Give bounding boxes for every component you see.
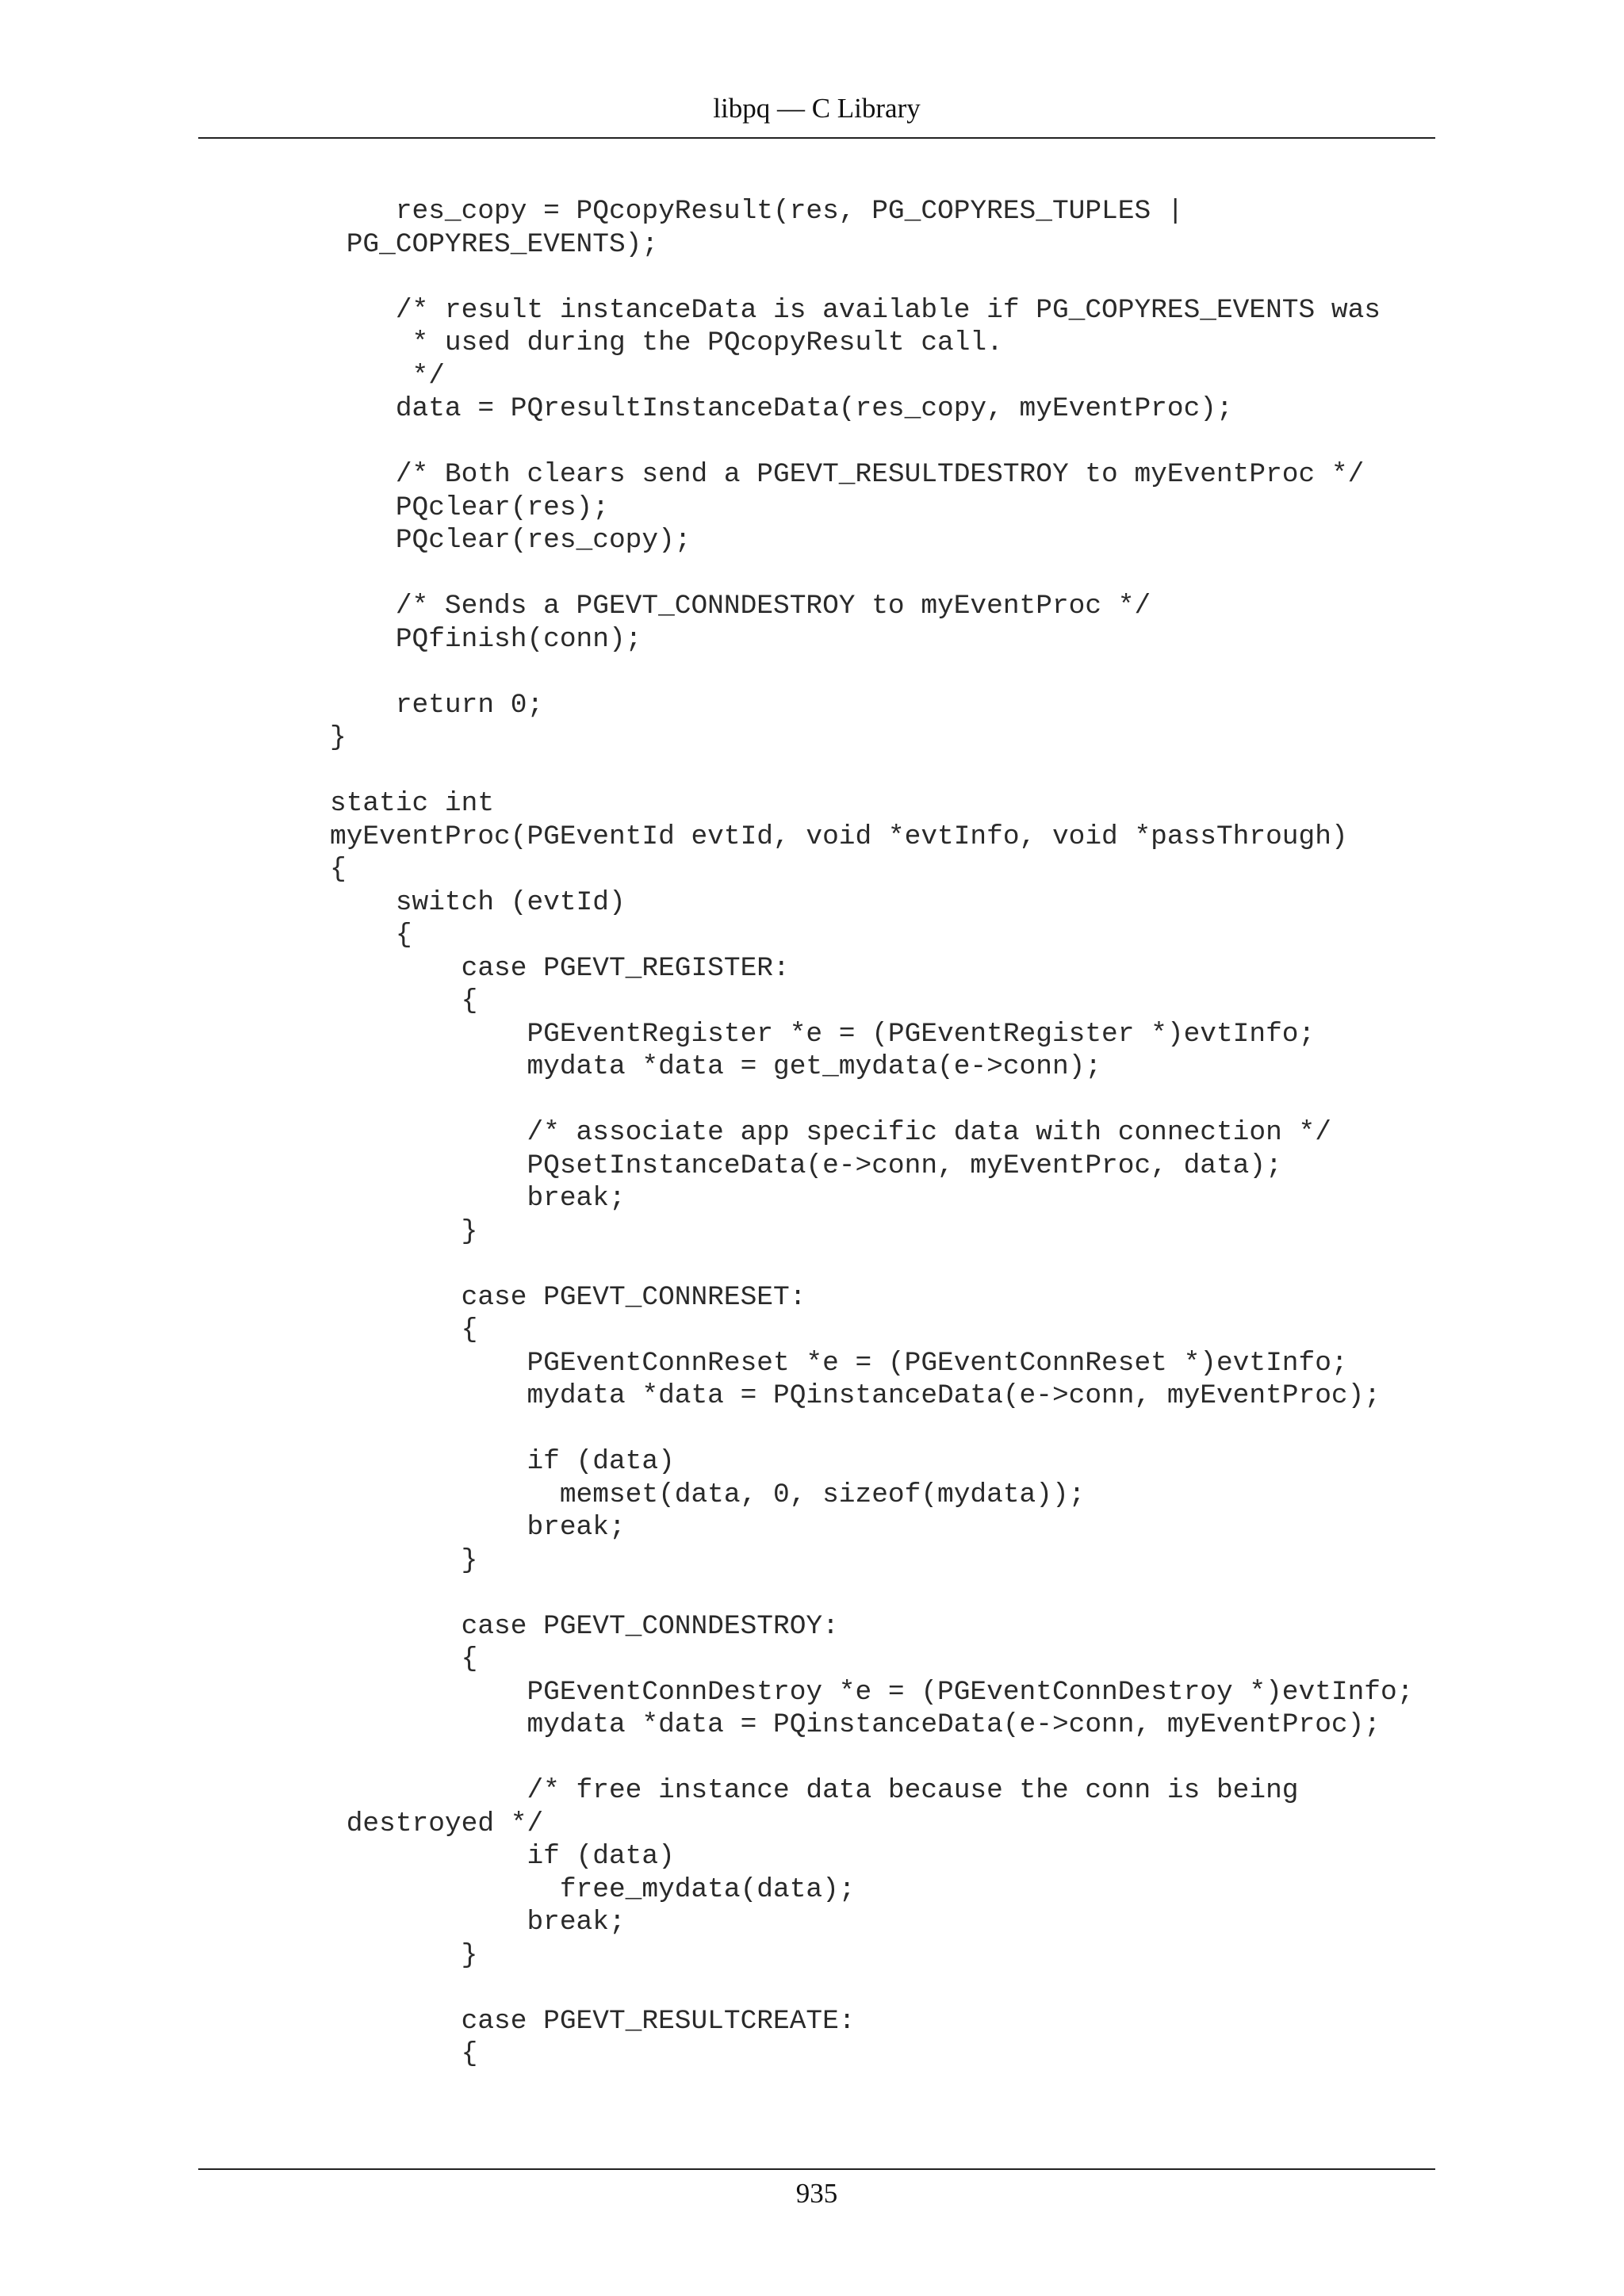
code-line: PQclear(res_copy); [330, 525, 691, 556]
code-line: /* associate app specific data with connection */ [330, 1117, 1331, 1148]
code-line: destroyed */ [330, 1808, 544, 1839]
code-line [330, 755, 1413, 788]
code-line: PG_COPYRES_EVENTS); [330, 228, 659, 260]
code-line: /* Sends a PGEVT_CONNDESTROY to myEventProc */ [330, 591, 1151, 622]
code-line: PQfinish(conn); [330, 623, 642, 655]
code-line: mydata *data = get_mydata(e->conn); [330, 1051, 1102, 1082]
code-line [330, 1248, 1413, 1281]
code-line: case PGEVT_CONNRESET: [330, 1281, 806, 1313]
code-line: { [330, 1644, 478, 1674]
code-line: PGEventConnDestroy *e = (PGEventConnDestroy *)evtInfo; [330, 1676, 1414, 1708]
code-line: memset(data, 0, sizeof(mydata)); [330, 1479, 1086, 1510]
code-line: data = PQresultInstanceData(res_copy, myEventProc); [330, 393, 1233, 424]
code-line [330, 1084, 1413, 1117]
code-line: mydata *data = PQinstanceData(e->conn, myEventProc); [330, 1380, 1381, 1411]
code-line: PGEventRegister *e = (PGEventRegister *)evtInfo; [330, 1018, 1316, 1050]
code-line: /* result instanceData is available if PG_COPYRES_EVENTS was [330, 294, 1381, 326]
code-line: mydata *data = PQinstanceData(e->conn, myEventProc); [330, 1709, 1381, 1740]
code-line [330, 656, 1413, 689]
page-header-title: libpq — C Library [713, 93, 921, 124]
code-line: { [330, 985, 478, 1016]
code-line: break; [330, 1183, 626, 1214]
code-line: if (data) [330, 1446, 675, 1477]
code-line: } [330, 722, 347, 753]
code-line: * used during the PQcopyResult call. [330, 327, 1003, 358]
code-line: /* Both clears send a PGEVT_RESULTDESTROY to myEventProc */ [330, 459, 1365, 490]
code-line [330, 261, 1413, 294]
code-line [330, 426, 1413, 459]
page-number: 935 [795, 2178, 838, 2209]
code-line [330, 1577, 1413, 1610]
code-line: free_mydata(data); [330, 1873, 856, 1905]
header-divider [198, 137, 1435, 139]
code-line: switch (evtId) [330, 886, 626, 918]
code-listing [330, 195, 1413, 2071]
code-line: { [330, 854, 347, 885]
code-line [330, 1413, 1413, 1446]
code-line: PGEventConnReset *e = (PGEventConnReset *)evtInfo; [330, 1347, 1348, 1379]
code-line: { [330, 1314, 478, 1345]
code-line: return 0; [330, 689, 544, 721]
code-line: } [330, 1544, 478, 1576]
code-line: PQsetInstanceData(e->conn, myEventProc, data); [330, 1150, 1282, 1181]
code-line [330, 557, 1413, 591]
code-line: { [330, 920, 412, 951]
code-line: myEventProc(PGEventId evtId, void *evtInfo, void *passThrough) [330, 821, 1348, 852]
code-line: res_copy = PQcopyResult(res, PG_COPYRES_TUPLES | [330, 196, 1184, 227]
code-line: case PGEVT_REGISTER: [330, 952, 790, 984]
code-line: */ [330, 360, 445, 392]
code-line: /* free instance data because the conn is being [330, 1775, 1299, 1806]
code-line: case PGEVT_RESULTCREATE: [330, 2005, 856, 2037]
footer-divider [198, 2168, 1435, 2170]
code-line: break; [330, 1512, 626, 1543]
code-line: case PGEVT_CONNDESTROY: [330, 1610, 839, 1642]
code-line: if (data) [330, 1841, 675, 1872]
code-line: static int [330, 788, 495, 819]
code-line [330, 1742, 1413, 1775]
code-line: break; [330, 1907, 626, 1938]
code-line: } [330, 1939, 478, 1971]
code-line [330, 1972, 1413, 2005]
code-line: } [330, 1215, 478, 1247]
code-line: { [330, 2038, 478, 2069]
code-line: PQclear(res); [330, 492, 609, 523]
